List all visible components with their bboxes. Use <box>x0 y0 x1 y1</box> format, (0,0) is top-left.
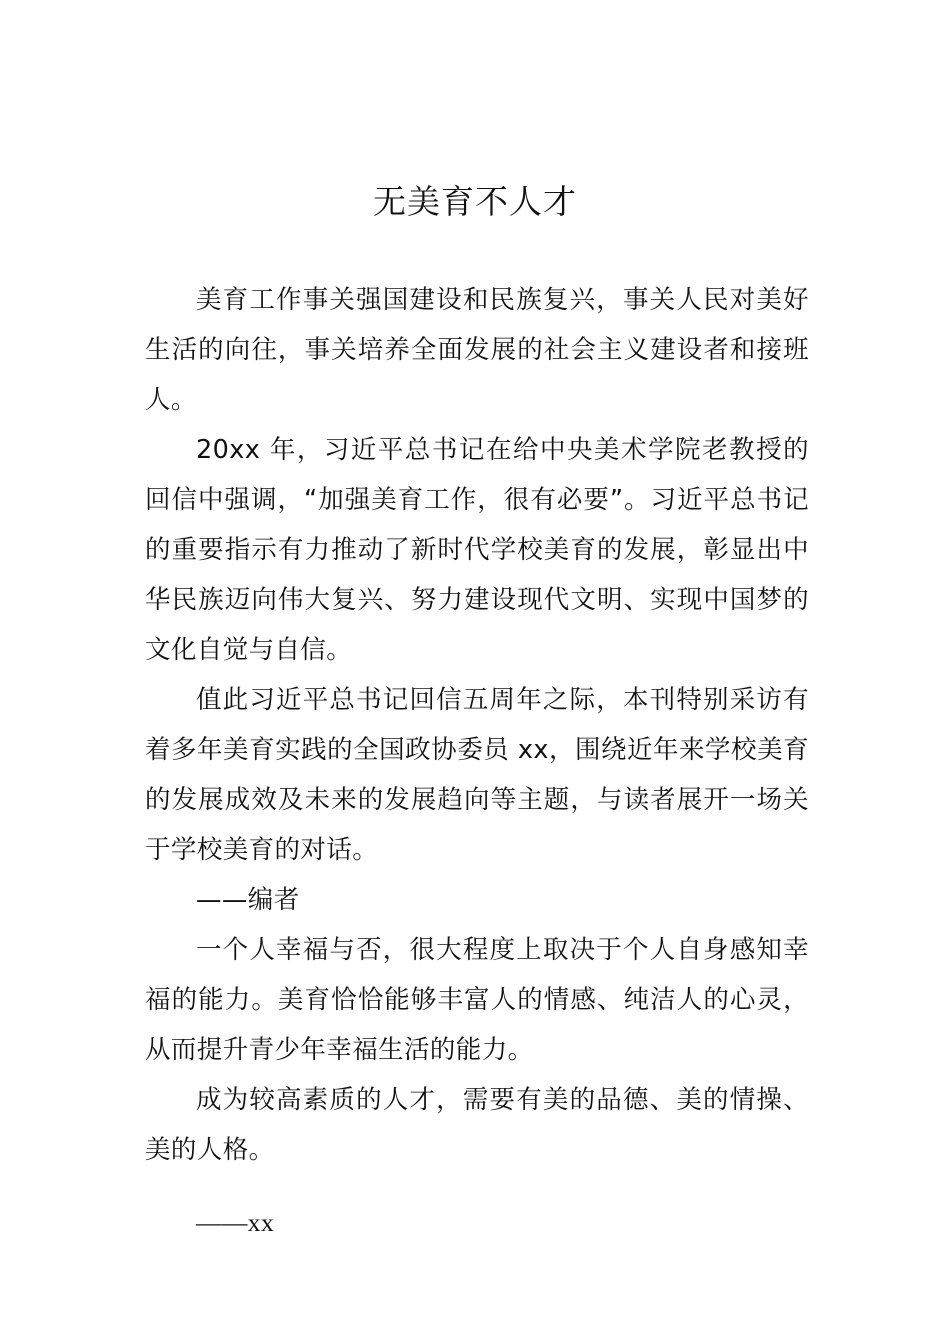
editor-signature: ——编者 <box>196 885 300 915</box>
document-title: 无美育不人才 <box>373 182 577 221</box>
paragraph-5: 成为较高素质的人才，需要有美的品德、美的情操、美的人格。 <box>145 1085 809 1165</box>
paragraph-2: 20xx 年，习近平总书记在给中央美术学院老教授的回信中强调，“加强美育工作，很有必要”。习近平总书记的重要指示有力推动了新时代学校美育的发展，彰显出中华民族迈向伟大复兴、努力建设现代文明、实现中国梦的文化自觉与自信。 <box>145 435 809 665</box>
document-body <box>145 275 809 1248</box>
paragraph-1: 美育工作事关强国建设和民族复兴，事关人民对美好生活的向往，事关培养全面发展的社会主义建设者和接班人。 <box>145 285 809 415</box>
paragraph-3: 值此习近平总书记回信五周年之际，本刊特别采访有着多年美育实践的全国政协委员 xx，围绕近年来学校美育的发展成效及未来的发展趋向等主题，与读者展开一场关于学校美育的对话。 <box>145 685 809 865</box>
paragraph-4: 一个人幸福与否，很大程度上取决于个人自身感知幸福的能力。美育恰恰能够丰富人的情感、纯洁人的心灵，从而提升青少年幸福生活的能力。 <box>145 935 809 1065</box>
author-signature: ——xx <box>196 1208 275 1237</box>
